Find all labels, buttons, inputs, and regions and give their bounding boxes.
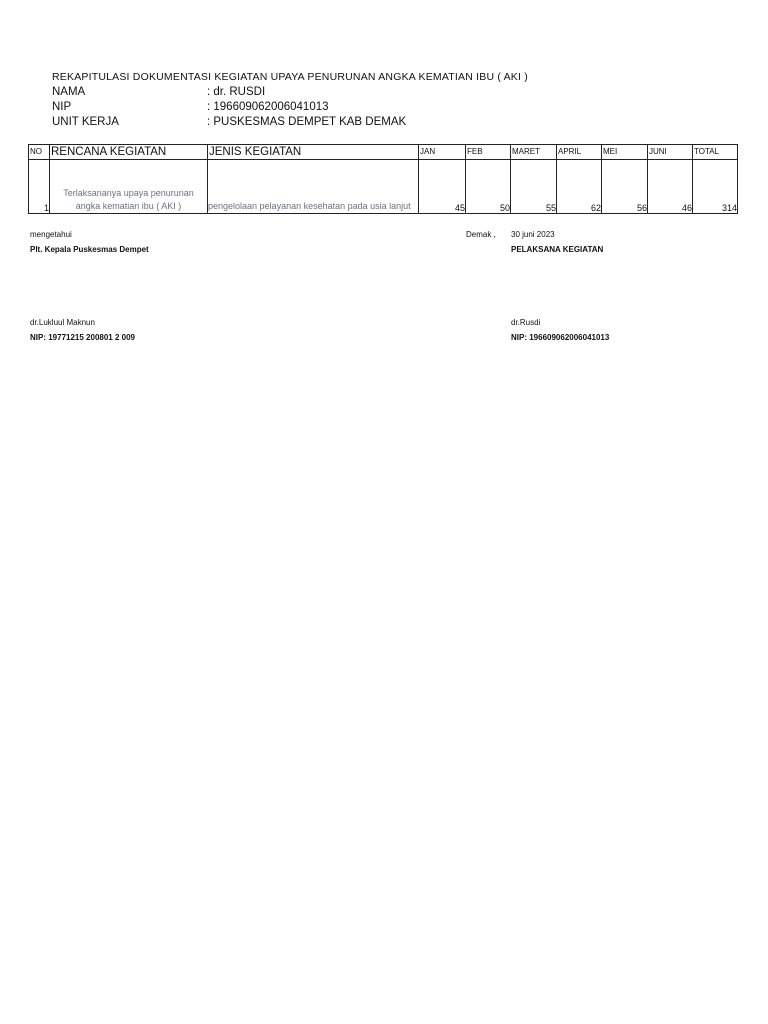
- unit-kerja-value: : PUSKESMAS DEMPET KAB DEMAK: [207, 116, 407, 128]
- left-signatory-name: dr.Lukluul Maknun: [30, 318, 95, 327]
- right-signatory-nip: NIP: 196609062006041013: [511, 333, 610, 342]
- cell-total: 314: [693, 160, 738, 214]
- nip-value: : 196609062006041013: [207, 101, 329, 113]
- left-signatory-nip: NIP: 19771215 200801 2 009: [30, 333, 135, 342]
- date-text: 30 juni 2023: [511, 230, 555, 239]
- cell-april: 62: [557, 160, 602, 214]
- col-header-no: NO: [29, 145, 50, 160]
- nama-value: : dr. RUSDI: [207, 86, 266, 98]
- col-header-april: APRIL: [557, 145, 602, 160]
- cell-maret: 55: [511, 160, 557, 214]
- right-signatory-name: dr.Rusdi: [511, 318, 541, 327]
- cell-feb: 50: [466, 160, 511, 214]
- document-title: REKAPITULASI DOKUMENTASI KEGIATAN UPAYA PENURUNAN ANGKA KEMATIAN IBU ( AKI ): [52, 71, 528, 83]
- kepala-title: Plt. Kepala Puskesmas Dempet: [30, 245, 149, 254]
- cell-jenis: pengelolaan pelayanan kesehatan pada usia lanjut: [208, 160, 419, 214]
- col-header-feb: FEB: [466, 145, 511, 160]
- rekap-table: [28, 144, 738, 214]
- col-header-maret: MARET: [511, 145, 557, 160]
- unit-kerja-label: UNIT KERJA: [52, 116, 119, 128]
- nip-label: NIP: [52, 101, 72, 113]
- nip-row: [52, 101, 329, 113]
- cell-juni: 46: [648, 160, 693, 214]
- mengetahui-text: mengetahui: [30, 230, 72, 239]
- col-header-total: TOTAL: [693, 145, 738, 160]
- cell-mei: 56: [602, 160, 648, 214]
- table-header-row: [29, 145, 738, 160]
- place-text: Demak ,: [466, 230, 496, 239]
- unit-kerja-row: [52, 116, 406, 128]
- col-header-jenis: JENIS KEGIATAN: [208, 145, 419, 160]
- nama-label: NAMA: [52, 86, 86, 98]
- cell-rencana: Terlaksananya upaya penurunan angka kematian ibu ( AKI ): [50, 160, 208, 214]
- col-header-juni: JUNI: [648, 145, 693, 160]
- pelaksana-title: PELAKSANA KEGIATAN: [511, 245, 604, 254]
- col-header-jan: JAN: [419, 145, 466, 160]
- cell-no: 1: [29, 160, 50, 214]
- nama-row: [52, 86, 265, 98]
- table-row: [29, 160, 738, 214]
- col-header-rencana: RENCANA KEGIATAN: [50, 145, 208, 160]
- cell-jan: 45: [419, 160, 466, 214]
- col-header-mei: MEI: [602, 145, 648, 160]
